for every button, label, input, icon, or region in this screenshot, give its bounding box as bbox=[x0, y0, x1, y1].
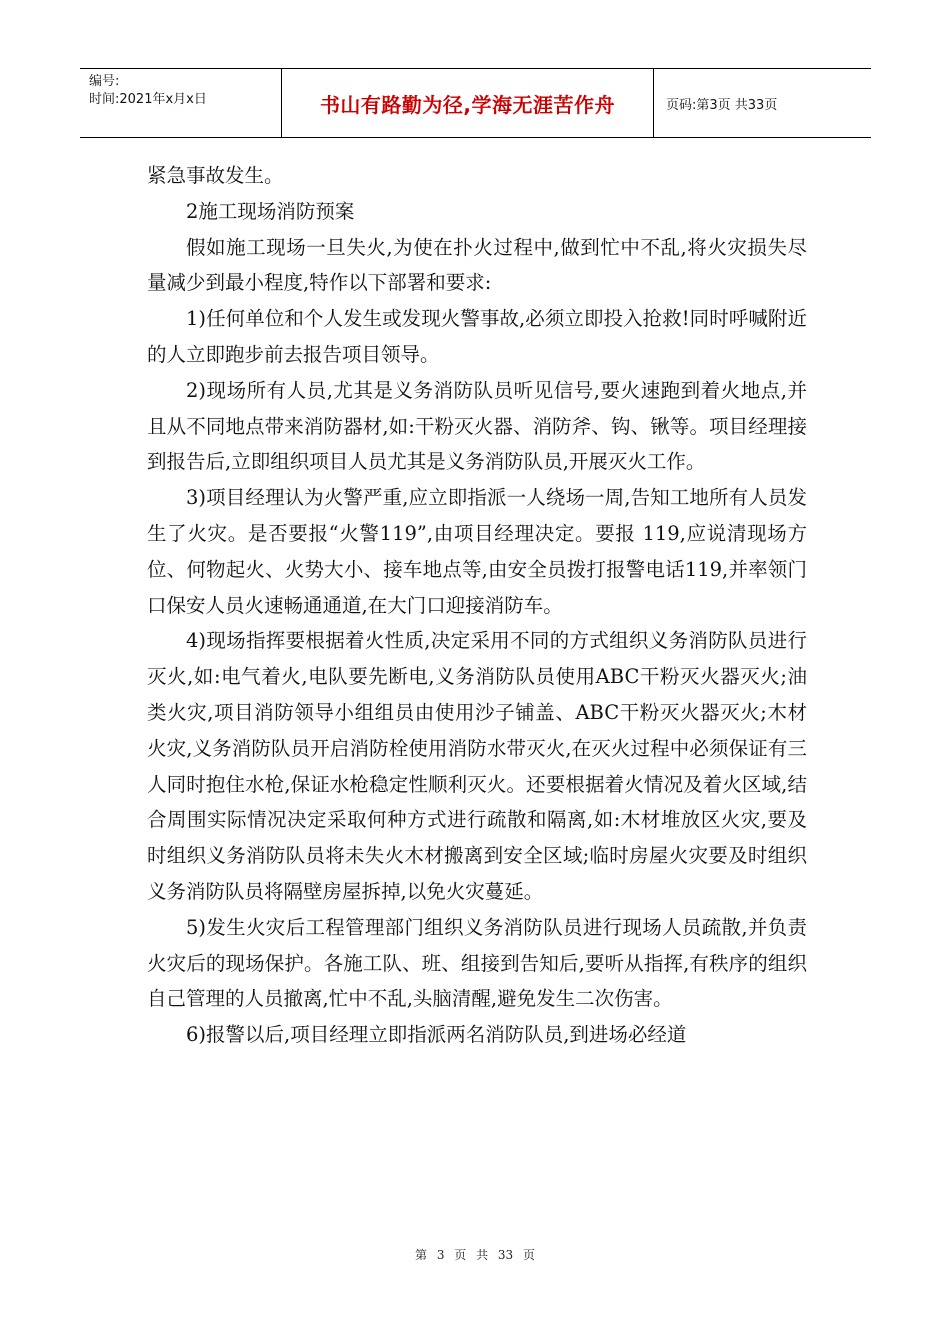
header-page-cell bbox=[654, 69, 871, 137]
document-time-label: 时间:2021年x月x日 bbox=[89, 92, 207, 107]
section-heading: 2施工现场消防预案 bbox=[186, 199, 355, 223]
body-paragraph: 3)项目经理认为火警严重,应立即指派一人绕场一周,告知工地所有人员发生了火灾。是否要报“火警119”,由项目经理决定。要报 119,应说清现场方位、何物起火、火势大小、接车地点等,由安全员拨打报警电话119,并率领门口保安人员火速畅通通道,在大门口迎接消防车。 bbox=[147, 486, 807, 617]
header-motto: 书山有路勤为径,学海无涯苦作舟 bbox=[319, 92, 616, 117]
body-paragraph: 6)报警以后,项目经理立即指派两名消防队员,到进场必经道 bbox=[186, 1023, 687, 1047]
body-paragraph: 2)现场所有人员,尤其是义务消防队员听见信号,要火速跑到着火地点,并且从不同地点带来消防器材,如:干粉灭火器、消防斧、钩、锹等。项目经理接到报告后,立即组织项目人员尤其是义务消防队员,开展灭火工作。 bbox=[147, 378, 807, 474]
body-paragraph: 1)任何单位和个人发生或发现火警事故,必须立即投入抢救!同时呼喊附近的人立即跑步前去报告项目领导。 bbox=[147, 307, 807, 366]
body-paragraph: 紧急事故发生。 bbox=[147, 164, 284, 187]
header-meta-cell bbox=[80, 69, 282, 137]
body-paragraph: 假如施工现场一旦失火,为使在扑火过程中,做到忙中不乱,将火灾损失尽量减少到最小程度,特作以下部署和要求: bbox=[147, 235, 807, 295]
body-paragraph: 4)现场指挥要根据着火性质,决定采用不同的方式组织义务消防队员进行灭火,如:电气着火,电队要先断电,义务消防队员使用ABC干粉灭火器灭火;油类火灾,项目消防领导小组组员由使用沙子铺盖、ABC干粉灭火器灭火;木材火灾,义务消防队员开启消防栓使用消防水带灭火,在灭火过程中必须保证有三人同时抱住水枪,保证水枪稳定性顺利灭火。还要根据着火情况及着火区域,结合周围实际情况决定采取何种方式进行疏散和隔离,如:木材堆放区火灾,要及时组织义务消防队员将未失火木材搬离到安全区域;临时房屋火灾要及时组织义务消防队员将隔壁房屋拆掉,以免火灾蔓延。 bbox=[147, 629, 807, 903]
document-number-label: 编号: bbox=[89, 74, 120, 89]
header-motto-cell bbox=[282, 69, 654, 137]
body-paragraph: 5)发生火灾后工程管理部门组织义务消防队员进行现场人员疏散,并负责火灾后的现场保护。各施工队、班、组接到告知后,要听从指挥,有秩序的组织自己管理的人员撤离,忙中不乱,头脑清醒,避免发生二次伤害。 bbox=[147, 915, 807, 1011]
header-table bbox=[80, 68, 871, 138]
header-page-info: 页码:第3页 共33页 bbox=[666, 97, 778, 113]
page-footer: 第 3 页 共 33 页 bbox=[415, 1248, 535, 1262]
document-body bbox=[147, 158, 807, 1053]
